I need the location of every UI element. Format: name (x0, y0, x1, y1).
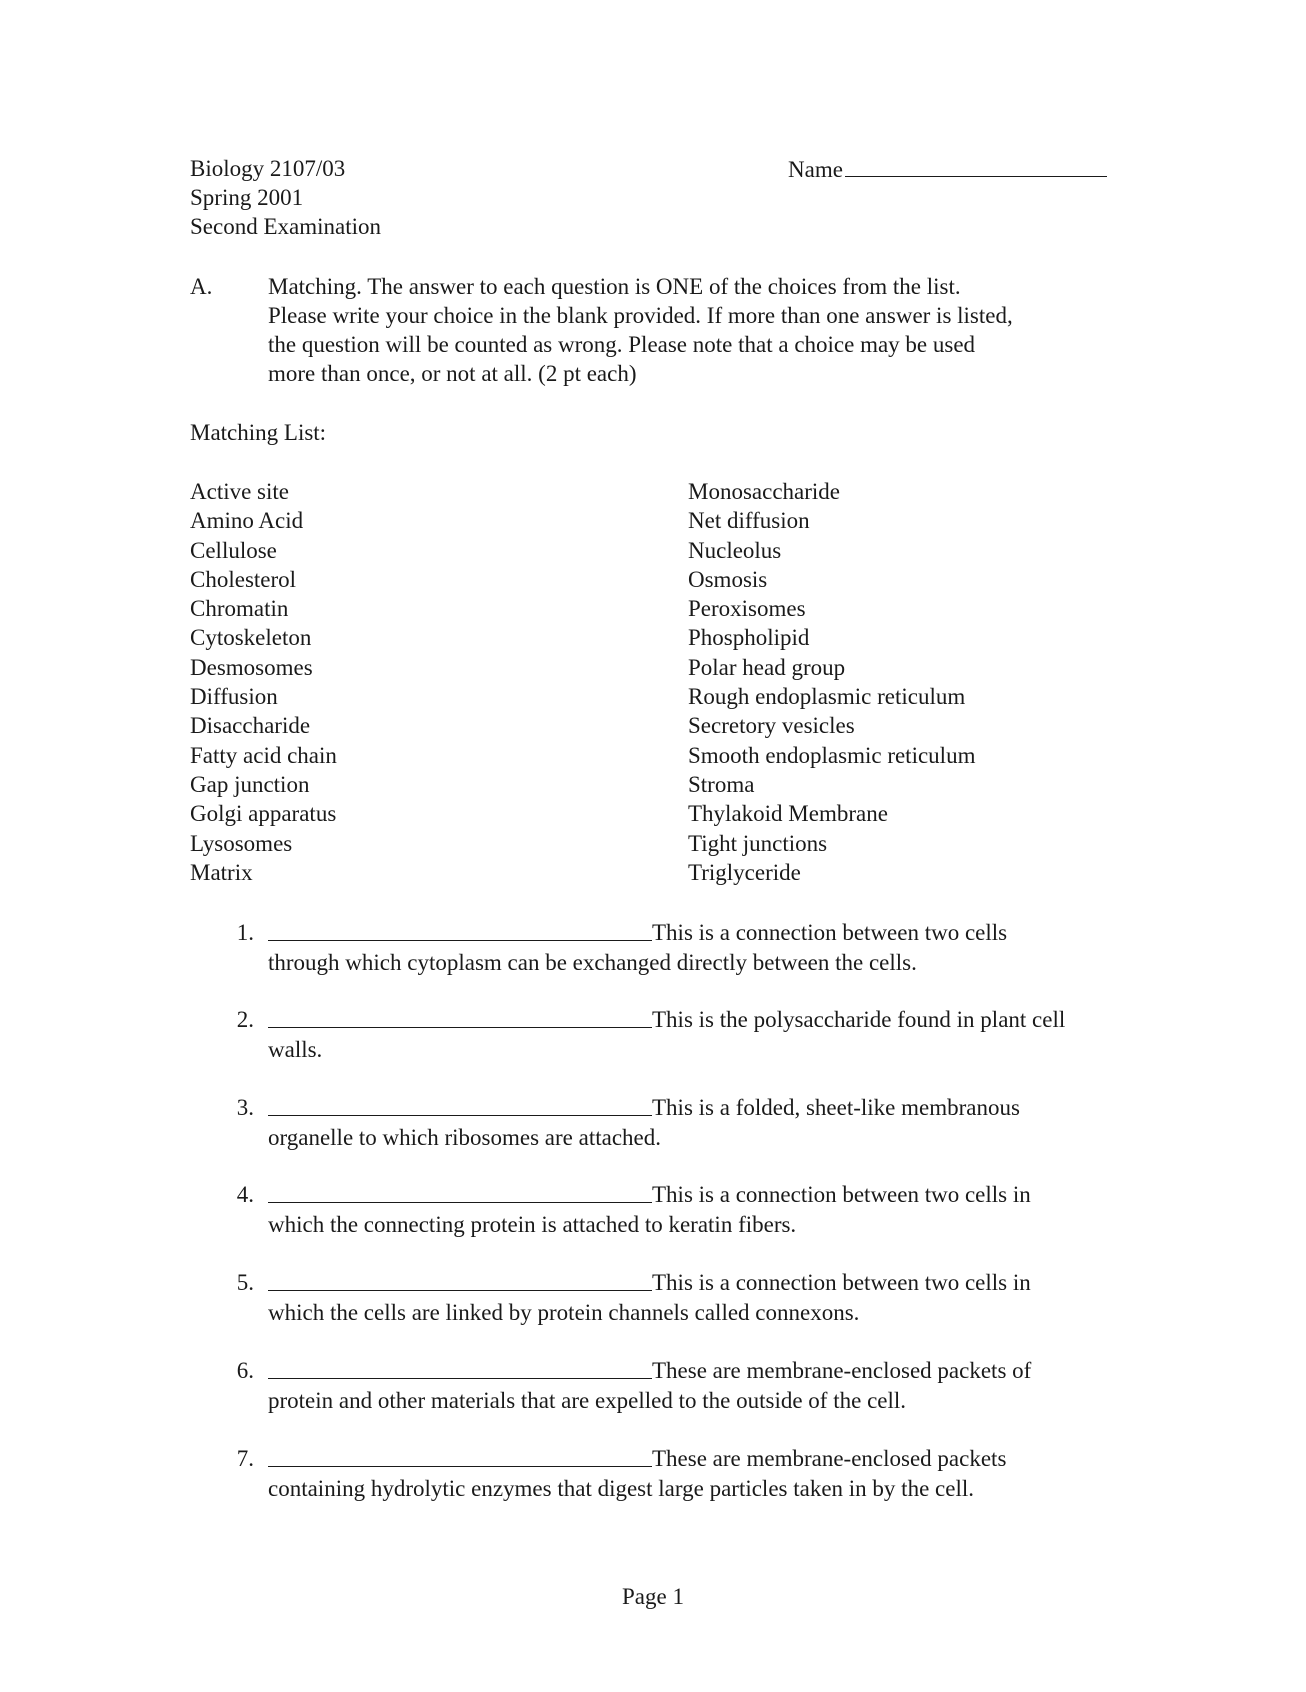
list-item: Phospholipid (688, 625, 810, 651)
question-number: 3. (236, 1095, 254, 1120)
list-item: Net diffusion (688, 508, 810, 534)
list-item: Cholesterol (190, 566, 297, 592)
question-text-continued: walls. (268, 1037, 323, 1062)
list-item: Polar head group (688, 654, 846, 680)
instruction-line: Matching. The answer to each question is ONE of the choices from the list. (268, 274, 961, 299)
matching-list-right-column (688, 477, 975, 887)
list-item: Cellulose (190, 537, 277, 563)
name-field (788, 154, 1107, 184)
list-item: Thylakoid Membrane (688, 801, 888, 827)
question-number: 5. (236, 1270, 254, 1295)
list-item: Matrix (190, 859, 253, 885)
answer-blank[interactable] (268, 1268, 652, 1291)
list-item: Desmosomes (190, 654, 313, 680)
list-item: Nucleolus (688, 537, 782, 563)
course-header (190, 154, 381, 241)
question-text: This is the polysaccharide found in plant cell (652, 1007, 1066, 1032)
name-label: Name (788, 157, 843, 182)
list-item: Rough endoplasmic reticulum (688, 684, 966, 710)
list-item: Gap junction (190, 771, 310, 797)
question-number: 4. (236, 1182, 254, 1207)
list-item: Peroxisomes (688, 596, 806, 622)
page-number: Page 1 (622, 1584, 684, 1609)
question-number: 6. (236, 1358, 254, 1383)
question-text-continued: protein and other materials that are expelled to the outside of the cell. (268, 1388, 907, 1413)
name-blank[interactable] (845, 154, 1107, 177)
answer-blank[interactable] (268, 1005, 652, 1028)
instruction-line: Please write your choice in the blank provided. If more than one answer is listed, (268, 303, 1013, 328)
answer-blank[interactable] (268, 1356, 652, 1379)
list-item: Stroma (688, 771, 755, 797)
question-text-continued: which the cells are linked by protein channels called connexons. (268, 1300, 860, 1325)
list-item: Golgi apparatus (190, 801, 337, 827)
term: Spring 2001 (190, 185, 304, 210)
question-text: This is a connection between two cells in (652, 1270, 1031, 1295)
question-text: This is a folded, sheet-like membranous (652, 1095, 1020, 1120)
question-text: This is a connection between two cells in (652, 1182, 1031, 1207)
question-text-continued: through which cytoplasm can be exchanged directly between the cells. (268, 950, 917, 975)
answer-blank[interactable] (268, 1180, 652, 1203)
list-item: Tight junctions (688, 830, 828, 856)
list-item: Chromatin (190, 596, 289, 622)
answer-blank[interactable] (268, 1093, 652, 1116)
list-item: Cytoskeleton (190, 625, 312, 651)
matching-list-left-column (190, 477, 337, 887)
list-item: Osmosis (688, 566, 768, 592)
matching-list-title: Matching List: (190, 420, 327, 445)
question-number: 7. (236, 1446, 254, 1471)
question-text-continued: organelle to which ribosomes are attached. (268, 1125, 661, 1150)
list-item: Smooth endoplasmic reticulum (688, 742, 976, 768)
question-text: These are membrane-enclosed packets (652, 1446, 1007, 1471)
list-item: Lysosomes (190, 830, 293, 856)
answer-blank[interactable] (268, 918, 652, 941)
question-text-continued: containing hydrolytic enzymes that digest large particles taken in by the cell. (268, 1476, 974, 1501)
list-item: Active site (190, 479, 289, 504)
list-item: Secretory vesicles (688, 713, 855, 739)
question-text-continued: which the connecting protein is attached to keratin fibers. (268, 1212, 797, 1237)
list-item: Monosaccharide (688, 479, 840, 504)
list-item: Amino Acid (190, 508, 304, 534)
question-text: This is a connection between two cells (652, 920, 1008, 945)
question-text: These are membrane-enclosed packets of (652, 1358, 1032, 1383)
course-title: Biology 2107/03 (190, 156, 346, 181)
list-item: Fatty acid chain (190, 742, 337, 768)
instruction-line: more than once, or not at all. (2 pt each) (268, 361, 637, 386)
instruction-line: the question will be counted as wrong. Please note that a choice may be used (268, 332, 976, 357)
question-number: 2. (236, 1007, 254, 1032)
section-instructions (268, 272, 1108, 388)
question-number: 1. (236, 920, 254, 945)
list-item: Diffusion (190, 684, 278, 710)
answer-blank[interactable] (268, 1444, 652, 1467)
list-item: Triglyceride (688, 859, 801, 885)
section-letter: A. (190, 274, 213, 299)
exam-title: Second Examination (190, 214, 381, 239)
list-item: Disaccharide (190, 713, 311, 739)
